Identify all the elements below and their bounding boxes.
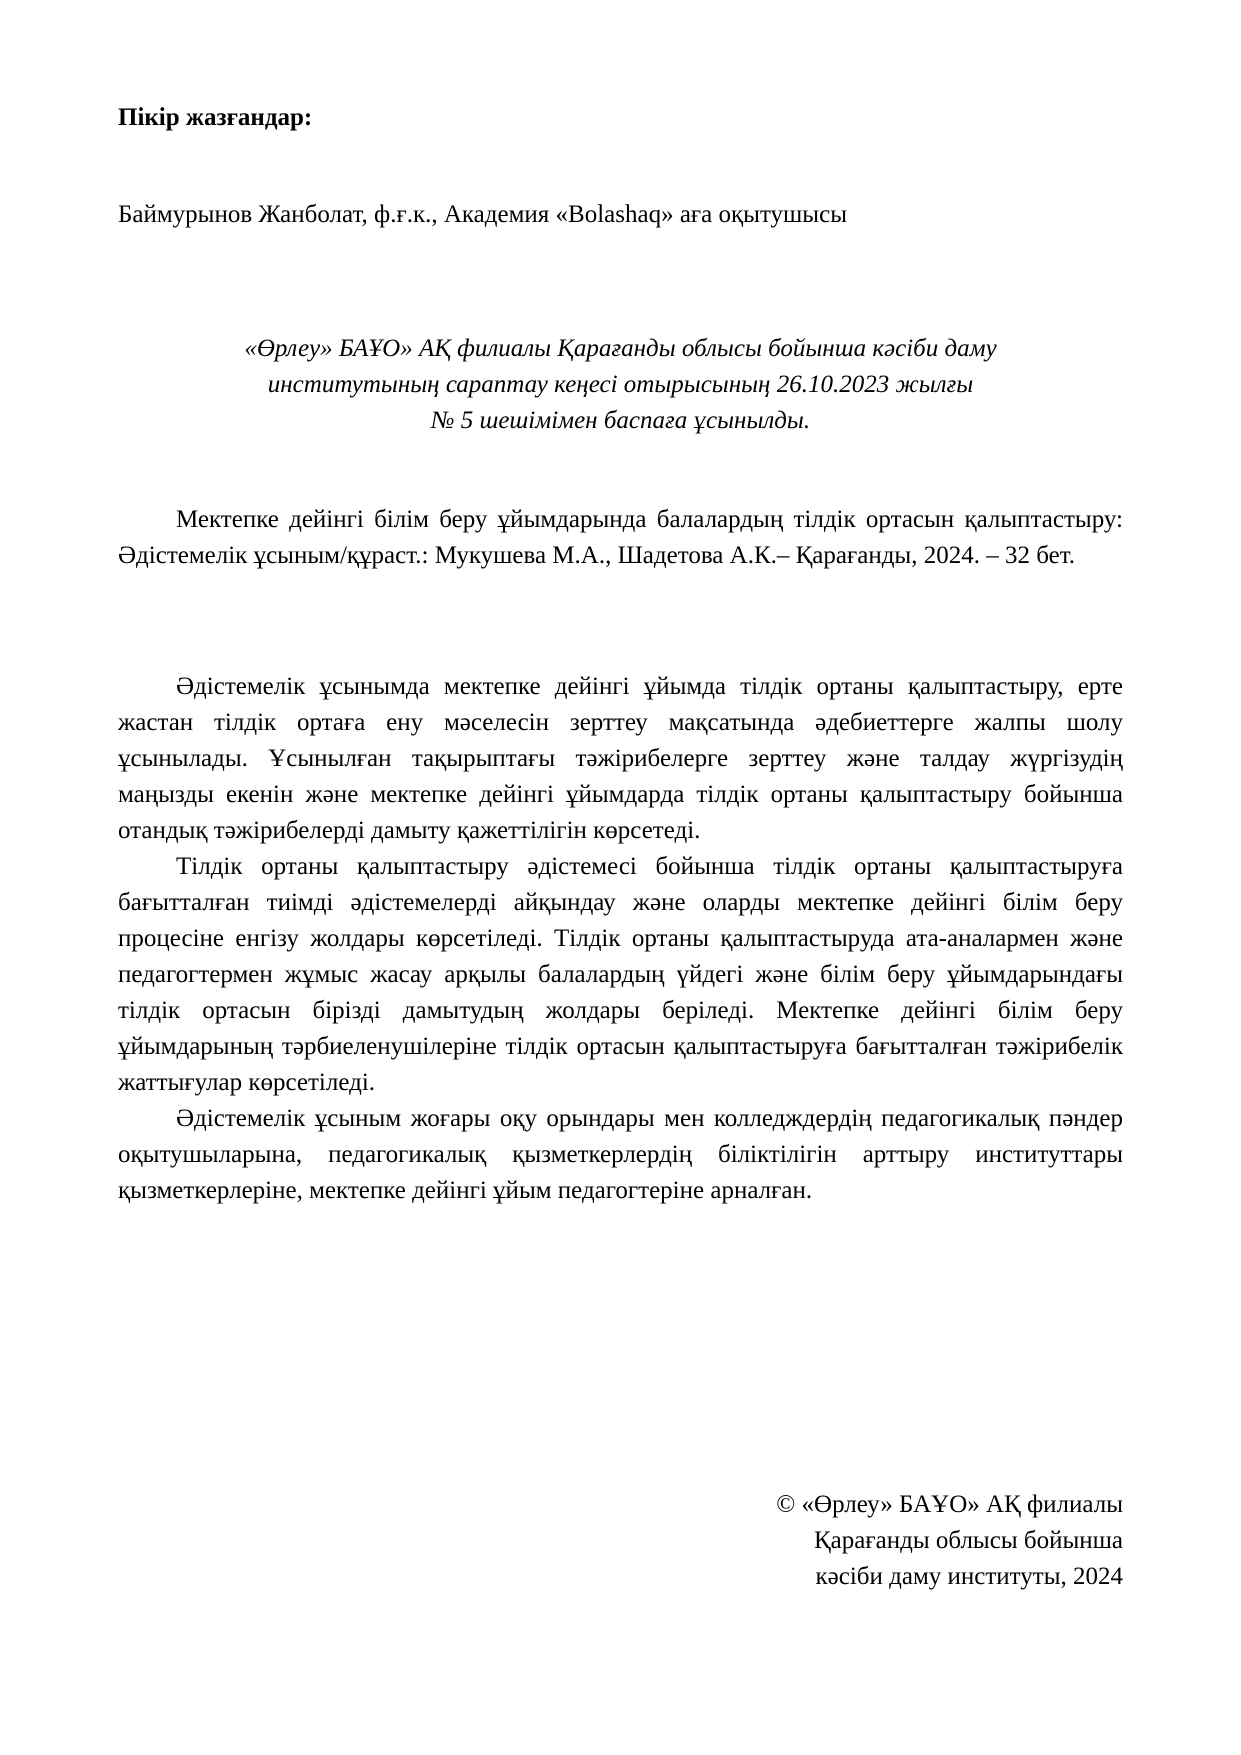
abstract-paragraph: Әдістемелік ұсыным жоғары оқу орындары мен колледждердің педагогикалық пәндер оқытушыларына, педагогикалық қызметкерлердің біліктілігін арттыру институттары қызметкерлеріне, мектепке дейінгі ұйым педагогтеріне арналған. [118,1105,1123,1204]
copyright-notice [776,1487,1123,1595]
approval-line: «Өрлеу» БАҰО» АҚ филиалы Қарағанды облысы бойынша кәсіби даму [244,335,997,362]
approval-line: № 5 шешімімен баспаға ұсынылды. [430,407,811,434]
copyright-line: © «Өрлеу» БАҰО» АҚ филиалы [776,1491,1123,1518]
approval-line: институтының сараптау кеңесі отырысының 26.10.2023 жылғы [267,371,974,398]
abstract-paragraph: Тілдік ортаны қалыптастыру әдістемесі бойынша тілдік ортаны қалыптастыруға бағытталған тиімді әдістемелерді айқындау және оларды мектепке дейінгі білім беру процесіне енгізу жолдары көрсетіледі. Тілдік ортаны қалыптастыруда ата-аналармен және педагогтермен жұмыс жасау арқылы балалардың үйдегі және білім беру ұйымдарындағы тілдік ортасын бірізді дамытудың жолдары беріледі. Мектепке дейінгі білім беру ұйымдарының тәрбиеленушілеріне тілдік ортасын қалыптастыруға бағытталған тәжірибелік жаттығулар көрсетіледі. [118,853,1123,1096]
reviewers-heading: Пікір жазғандар: [118,104,313,131]
abstract-paragraph: Әдістемелік ұсынымда мектепке дейінгі ұйымда тілдік ортаны қалыптастыру, ерте жастан тілдік ортаға ену мәселесін зерттеу мақсатында әдебиеттерге жалпы шолу ұсынылады. Ұсынылған тақырыптағы тәжірибелерге зерттеу және талдау жүргізудің маңызды екенін және мектепке дейінгі ұйымдарда тілдік ортаны қалыптастыру бойынша отандық тәжірибелерді дамыту қажеттілігін көрсетеді. [118,673,1123,844]
abstract [118,669,1123,1209]
copyright-line: кәсіби даму институты, 2024 [815,1563,1123,1590]
reviewer-line: Баймурынов Жанболат, ф.ғ.к., Академия «Bolashaq» аға оқытушысы [118,201,847,228]
document-page [118,0,1123,1755]
approval-note [118,331,1123,439]
copyright-line: Қарағанды облысы бойынша [814,1527,1123,1554]
bibliographic-citation: Мектепке дейінгі білім беру ұйымдарында балалардың тілдік ортасын қалыптастыру: Әдістемелік ұсыным/құраст.: Мукушева М.А., Шадетова А.К.– Қарағанды, 2024. – 32 бет. [118,506,1123,569]
